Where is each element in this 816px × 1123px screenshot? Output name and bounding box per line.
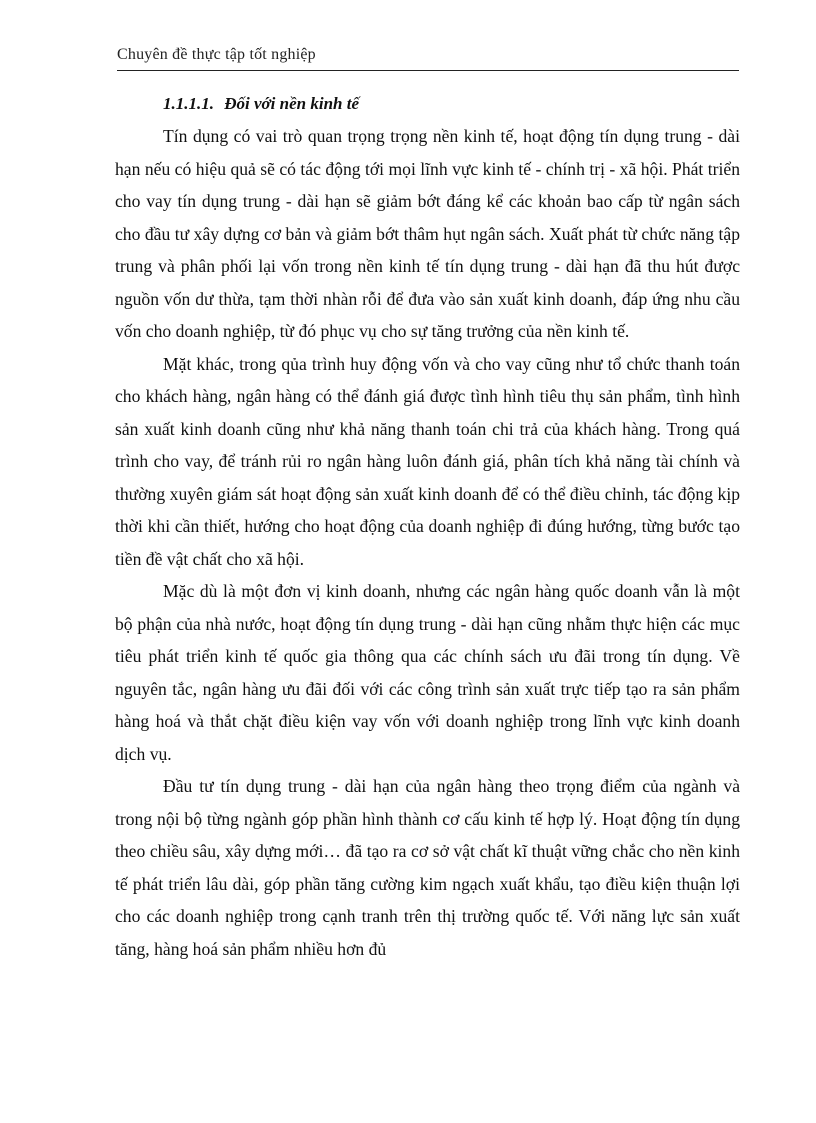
section-title: Đối với nền kinh tế xyxy=(224,94,359,113)
header-title: Chuyên đề thực tập tốt nghiệp xyxy=(117,46,316,63)
section-number: 1.1.1.1. xyxy=(163,94,214,113)
paragraph: Tín dụng có vai trò quan trọng trọng nền kinh tế, hoạt động tín dụng trung - dài hạn nếu có hiệu quả sẽ có tác động tới mọi lĩnh vực kinh tế - chính trị - xã hội. Phát triển cho vay tín dụng trung - dài hạn sẽ giảm bớt đáng kể các khoản bao cấp từ ngân sách cho đầu tư xây dựng cơ bản và giảm bớt thâm hụt ngân sách. Xuất phát từ chức năng tập trung và phân phối lại vốn trong nền kinh tế tín dụng trung - dài hạn đã thu hút được nguồn vốn dư thừa, tạm thời nhàn rỗi để đưa vào sản xuất kinh doanh, đáp ứng nhu cầu vốn cho doanh nghiệp, từ đó phục vụ cho sự tăng trưởng của nền kinh tế. xyxy=(115,126,740,341)
document-body xyxy=(115,88,740,965)
paragraph: Đầu tư tín dụng trung - dài hạn của ngân hàng theo trọng điểm của ngành và trong nội bộ từng ngành góp phần hình thành cơ cấu kinh tế hợp lý. Hoạt động tín dụng theo chiều sâu, xây dựng mới… đã tạo ra cơ sở vật chất kĩ thuật vững chắc cho nền kinh tế phát triển lâu dài, góp phần tăng cường kim ngạch xuất khẩu, tạo điều kiện thuận lợi cho các doanh nghiệp trong cạnh tranh trên thị trường quốc tế. Với năng lực sản xuất tăng, hàng hoá sản phẩm nhiều hơn đủ xyxy=(115,776,740,959)
paragraph: Mặt khác, trong qủa trình huy động vốn và cho vay cũng như tổ chức thanh toán cho khách hàng, ngân hàng có thể đánh giá được tình hình tiêu thụ sản phẩm, tình hình sản xuất kinh doanh cũng như khả năng thanh toán chi trả của khách hàng. Trong quá trình cho vay, để tránh rủi ro ngân hàng luôn đánh giá, phân tích khả năng tài chính và thường xuyên giám sát hoạt động sản xuất kinh doanh để có thể điều chỉnh, tác động kịp thời khi cần thiết, hướng cho hoạt động của doanh nghiệp đi đúng hướng, từng bước tạo tiền đề vật chất cho xã hội. xyxy=(115,353,740,569)
paragraph: Mặc dù là một đơn vị kinh doanh, nhưng các ngân hàng quốc doanh vẫn là một bộ phận của nhà nước, hoạt động tín dụng trung - dài hạn cũng nhằm thực hiện các mục tiêu phát triển kinh tế quốc gia thông qua các chính sách ưu đãi trong tín dụng. Về nguyên tắc, ngân hàng ưu đãi đối với các công trình sản xuất trực tiếp tạo ra sản phẩm hàng hoá và thắt chặt điều kiện vay vốn với doanh nghiệp trong lĩnh vực kinh doanh dịch vụ. xyxy=(115,581,740,764)
page-header xyxy=(117,44,739,71)
section-heading xyxy=(163,88,740,120)
